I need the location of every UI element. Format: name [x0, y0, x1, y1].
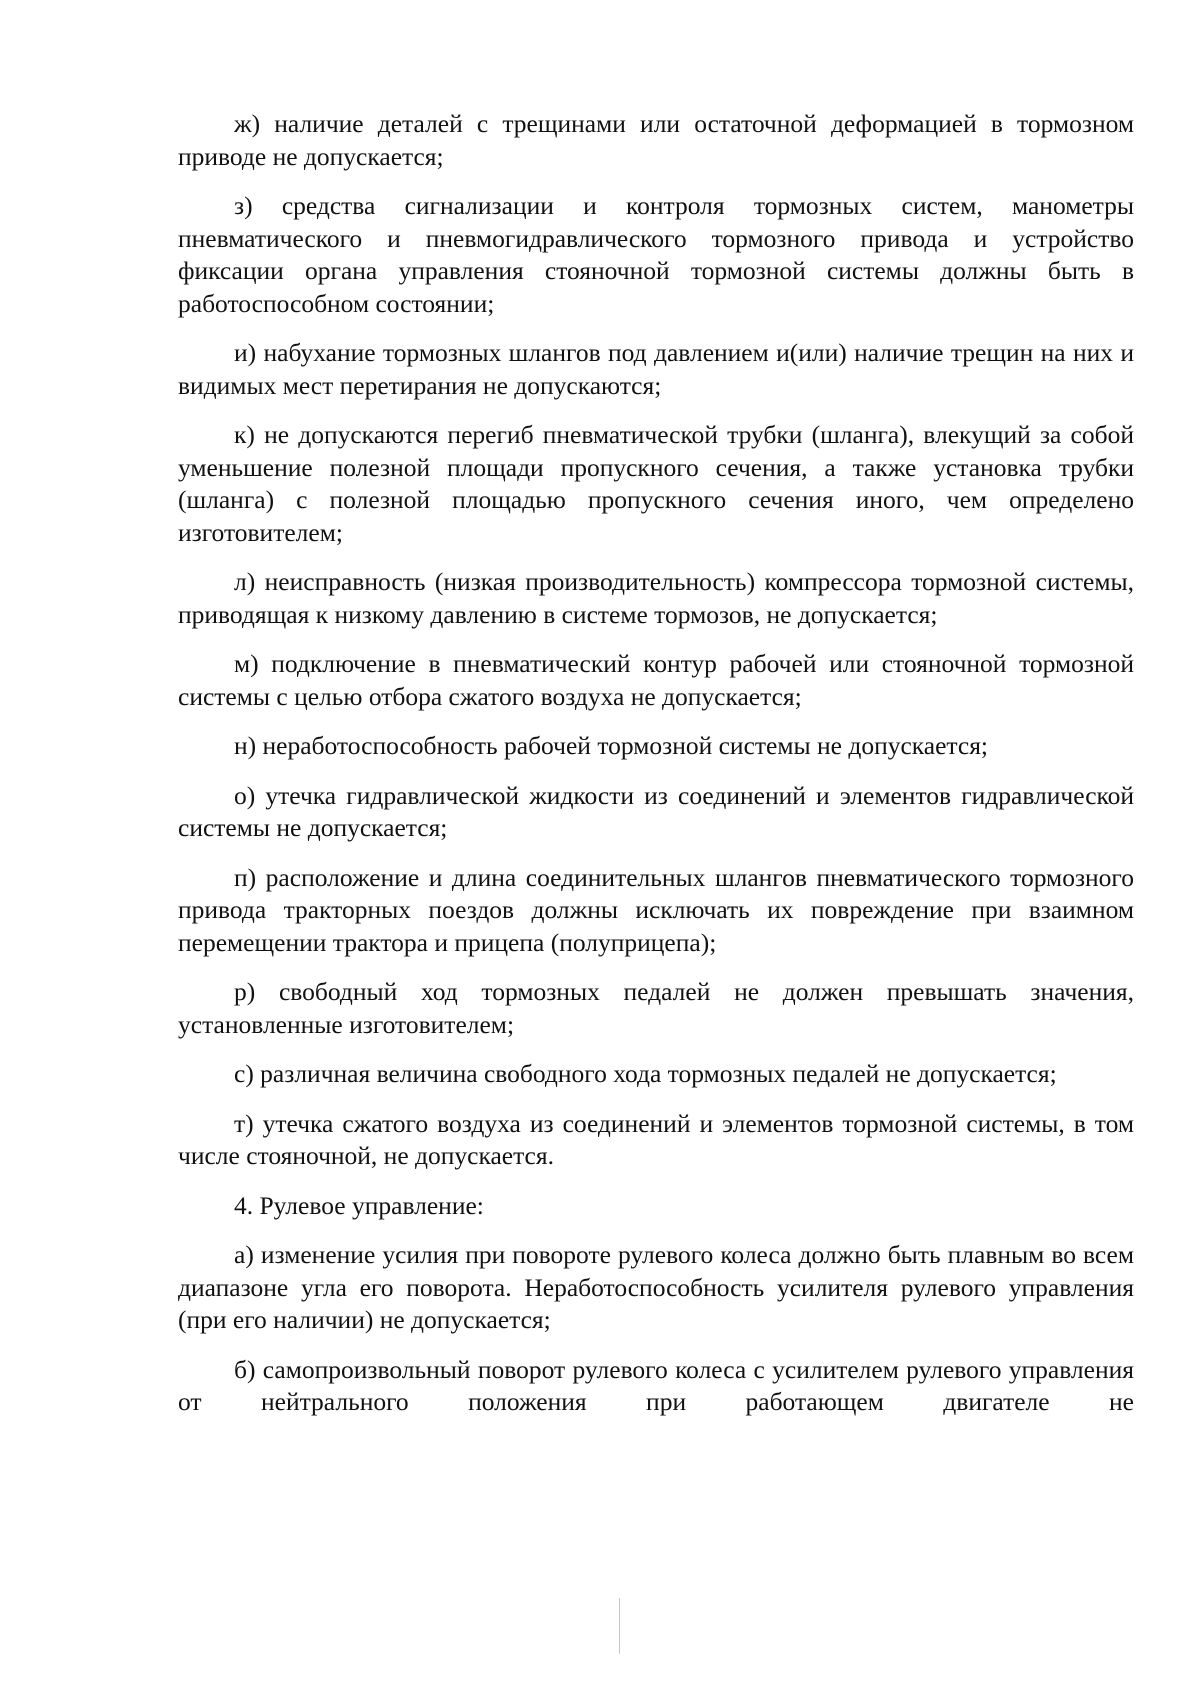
paragraph-z: з) средства сигнализации и контроля тормозных систем, манометры пневматического и пневмогидравлического тормозного привода и устройство фиксации органа управления стояночной тормозной системы должны быть в работоспособном состоянии;: [178, 191, 1134, 318]
scan-artifact-mark: [619, 1598, 620, 1654]
paragraph-l: л) неисправность (низкая производительность) компрессора тормозной системы, приводящая к низкому давлению в системе тормозов, не допускается;: [178, 567, 1134, 629]
paragraph-m: м) подключение в пневматический контур рабочей или стояночной тормозной системы с целью отбора сжатого воздуха не допускается;: [178, 649, 1134, 711]
paragraph-s: с) различная величина свободного хода тормозных педалей не допускается;: [234, 1059, 1057, 1088]
paragraph-zh: ж) наличие деталей с трещинами или остаточной деформацией в тормозном приводе не допускается;: [178, 109, 1134, 171]
paragraph-n: н) неработоспособность рабочей тормозной системы не допускается;: [234, 731, 989, 760]
paragraph-t: т) утечка сжатого воздуха из соединений и элементов тормозной системы, в том числе стояночной, не допускается.: [178, 1108, 1134, 1170]
paragraph-b: б) самопроизвольный поворот рулевого колеса с усилителем рулевого управления от нейтрального положения при работающем двигателе не: [178, 1354, 1134, 1416]
paragraph-p: п) расположение и длина соединительных шлангов пневматического тормозного привода тракторных поездов должны исключать их повреждение при взаимном перемещении трактора и прицепа (полуприцепа);: [178, 862, 1134, 957]
paragraph-o: о) утечка гидравлической жидкости из соединений и элементов гидравлической системы не допускается;: [178, 780, 1134, 842]
paragraph-a: а) изменение усилия при повороте рулевого колеса должно быть плавным во всем диапазоне угла его поворота. Неработоспособность усилителя рулевого управления (при его наличии) не допускается;: [178, 1240, 1134, 1334]
section-heading-steering: 4. Рулевое управление:: [234, 1190, 484, 1220]
paragraph-i: и) набухание тормозных шлангов под давлением и(или) наличие трещин на них и видимых мест перетирания не допускаются;: [178, 338, 1134, 400]
document-body: [178, 108, 1134, 1436]
paragraph-r: р) свободный ход тормозных педалей не должен превышать значения, установленные изготовителем;: [178, 977, 1134, 1039]
paragraph-k: к) не допускаются перегиб пневматической трубки (шланга), влекущий за собой уменьшение полезной площади пропускного сечения, а также установка трубки (шланга) с полезной площадью пропускного сечения иного, чем определено изготовителем;: [178, 420, 1134, 547]
